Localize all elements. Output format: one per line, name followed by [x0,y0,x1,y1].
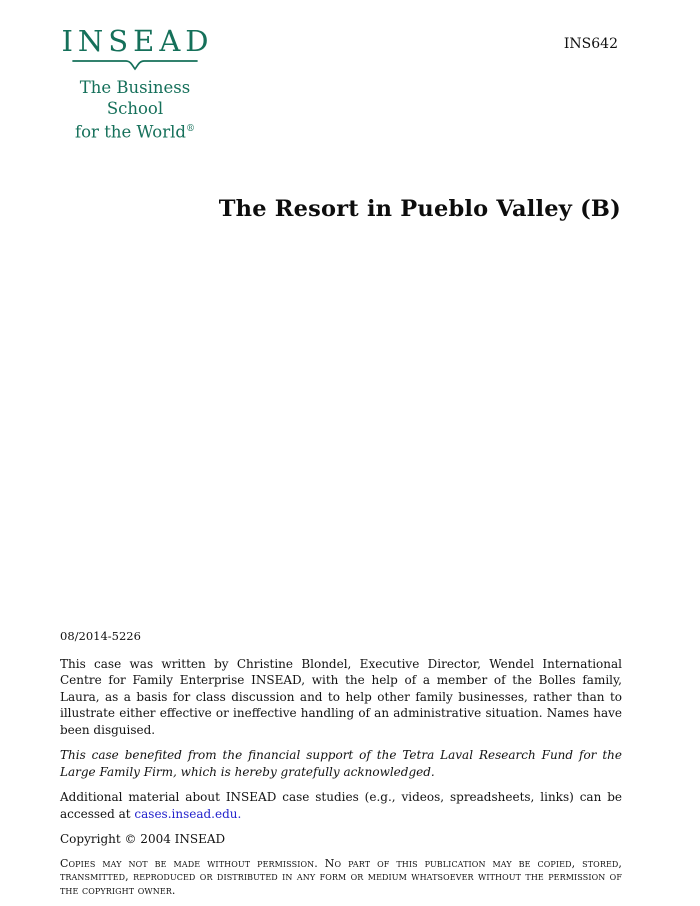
attribution-paragraph: This case was written by Christine Blondel, Executive Director, Wendel International Centre for Family Enterprise INSEAD, with the help of a member of the Bolles family, Laura, as a basis for class discussion and to help other family businesses, rather than to illustrate either effective or ineffective handling of an administrative situation. Names have been disguised. [60,656,622,737]
additional-material-suffix: . [237,806,242,821]
additional-material-paragraph [60,789,622,822]
additional-material-text: Additional material about INSEAD case studies (e.g., videos, spreadsheets, links) can be accessed at [60,790,622,821]
reference-number: 08/2014-5226 [60,629,141,643]
tagline-line2: for the World [75,122,186,142]
insead-logo [55,24,215,143]
registered-trademark-symbol: ® [185,124,195,134]
cases-insead-edu-link[interactable]: cases.insead.edu [134,806,238,821]
insead-tagline [55,77,215,143]
permission-notice: Copies may not be made without permission. No part of this publication may be copied, stored, transmitted, reproduced or distributed in any form or medium whatsoever without the permission of the copyright owner. [60,856,622,897]
open-book-rule-icon [71,59,199,71]
tagline-line1: The Business School [79,78,191,118]
funding-acknowledgement-paragraph: This case benefited from the financial support of the Tetra Laval Research Fund for the Large Family Firm, which is hereby gratefully acknowledged. [60,748,622,779]
copyright-line: Copyright © 2004 INSEAD [60,832,226,846]
footer-block [60,628,622,897]
insead-wordmark: INSEAD [61,24,214,58]
case-title: The Resort in Pueblo Valley (B) [218,196,621,223]
document-code: INS642 [563,36,618,52]
